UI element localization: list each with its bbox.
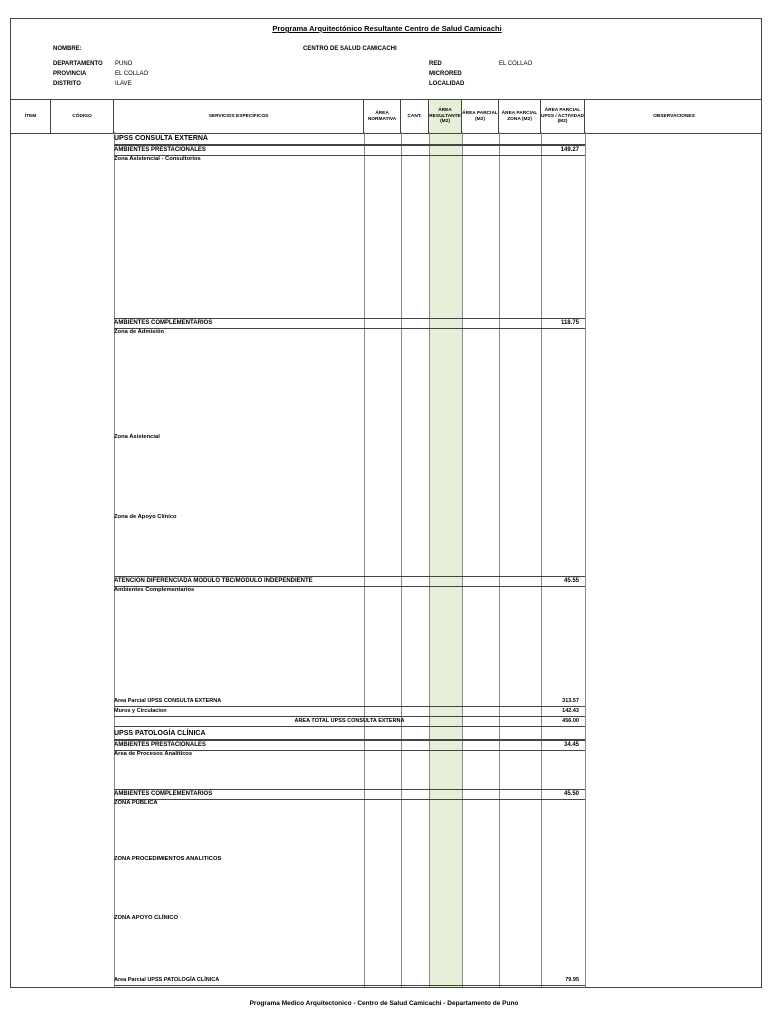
group-label: ATENCION DIFERENCIADA MÓDULO TBC/MÓDULO INDEPENDIENTE [114,578,313,584]
group-label: AMBIENTES PRESTACIONALES [114,742,206,748]
departamento-label: DEPARTAMENTO [53,61,103,67]
group-total: 45.50 [563,791,579,797]
nombre-value: CENTRO DE SALUD CAMICACHI [303,46,397,52]
group-total: 118.75 [560,320,579,326]
col-area-parcial-zona: ÁREA PARCIAL ZONA (M2) [499,100,541,133]
red-value: EL COLLAO [499,61,533,67]
group-total: 34.45 [563,742,579,748]
zone-label: Zona Asistencial [114,434,160,440]
departamento-value: PUNO [115,61,133,67]
subtotal-row [114,976,585,986]
table-header [11,99,762,134]
subtotal-label: Muros y Circulacion [114,708,167,714]
zone-label: ZONA APOYO CLÍNICO [114,915,178,921]
subtotal-label: Area Parcial UPSS PATOLOGÍA CLÍNICA [114,977,220,983]
subtotal-row [114,707,585,717]
group-label: AMBIENTES PRESTACIONALES [114,147,206,153]
zone-label: ZONA PROCEDIMIENTOS ANALITICOS [114,856,222,862]
spreadsheet-sheet [10,18,762,988]
col-item: ÍTEM [11,100,51,133]
col-observaciones: OBSERVACIONES [653,113,695,119]
page-footer: Programa Medico Arquitectonico - Centro de Salud Camicachi - Departamento de Puno [249,1000,519,1007]
subtotal-value: 313.57 [562,698,579,704]
col-area-resultante: ÁREA RESULTANTE (M2) [429,100,462,133]
group-label: AMBIENTES COMPLEMENTARIOS [114,320,213,326]
grid-line [585,132,586,988]
col-area-normativa: ÁREA NORMATIVA [364,100,401,133]
zone-label: Zona de Apoyo Clínico [114,514,177,520]
microred-label: MICRORED [429,71,462,77]
localidad-label: LOCALIDAD [429,81,465,87]
distrito-label: DISTRITO [53,81,81,87]
subtotal-row [114,697,585,707]
total-value: 456.00 [562,718,579,724]
group-label: AMBIENTES COMPLEMENTARIOS [114,791,213,797]
total-label: AREA TOTAL UPSS CONSULTA EXTERNA [294,718,405,724]
provincia-value: EL COLLAO [115,71,149,77]
zone-label: Area de Procesos Analíticos [114,751,193,757]
zone-label: Zona de Admisión [114,329,165,335]
section-title: UPSS CONSULTA EXTERNA [114,133,585,145]
zone-label: ZONA PÚBLICA [114,800,158,806]
section-title: UPSS PATOLOGÍA CLÍNICA [114,728,585,740]
subtotal-value: 142.43 [562,708,579,714]
zone-label: Zona Asistencial - Consultorios [114,156,201,162]
subtotal-label: Area Parcial UPSS CONSULTA EXTERNA [114,698,222,704]
group-total: 149.27 [560,147,579,153]
col-area-parcial-upss: ÁREA PARCIAL UPSS / ACTIVIDAD (M2) [541,100,585,133]
col-cant: CANT. [401,100,429,133]
distrito-value: ILAVE [115,81,132,87]
zone-label: Ambientes Complementarios [114,587,195,593]
red-label: RED [429,61,442,67]
col-area-parcial: ÁREA PARCIAL (M2) [462,100,499,133]
provincia-label: PROVINCIA [53,71,87,77]
total-row [114,717,585,727]
page-title: Programa Arquitectónico Resultante Centro de Salud Camicachi [272,24,502,33]
nombre-label: NOMBRE: [53,46,82,52]
subtotal-value: 79.95 [565,977,579,983]
col-servicios: SERVICIOS ESPECÍFICOS [114,100,364,133]
col-codigo: CÓDIGO [51,100,114,133]
group-total: 45.55 [563,578,579,584]
